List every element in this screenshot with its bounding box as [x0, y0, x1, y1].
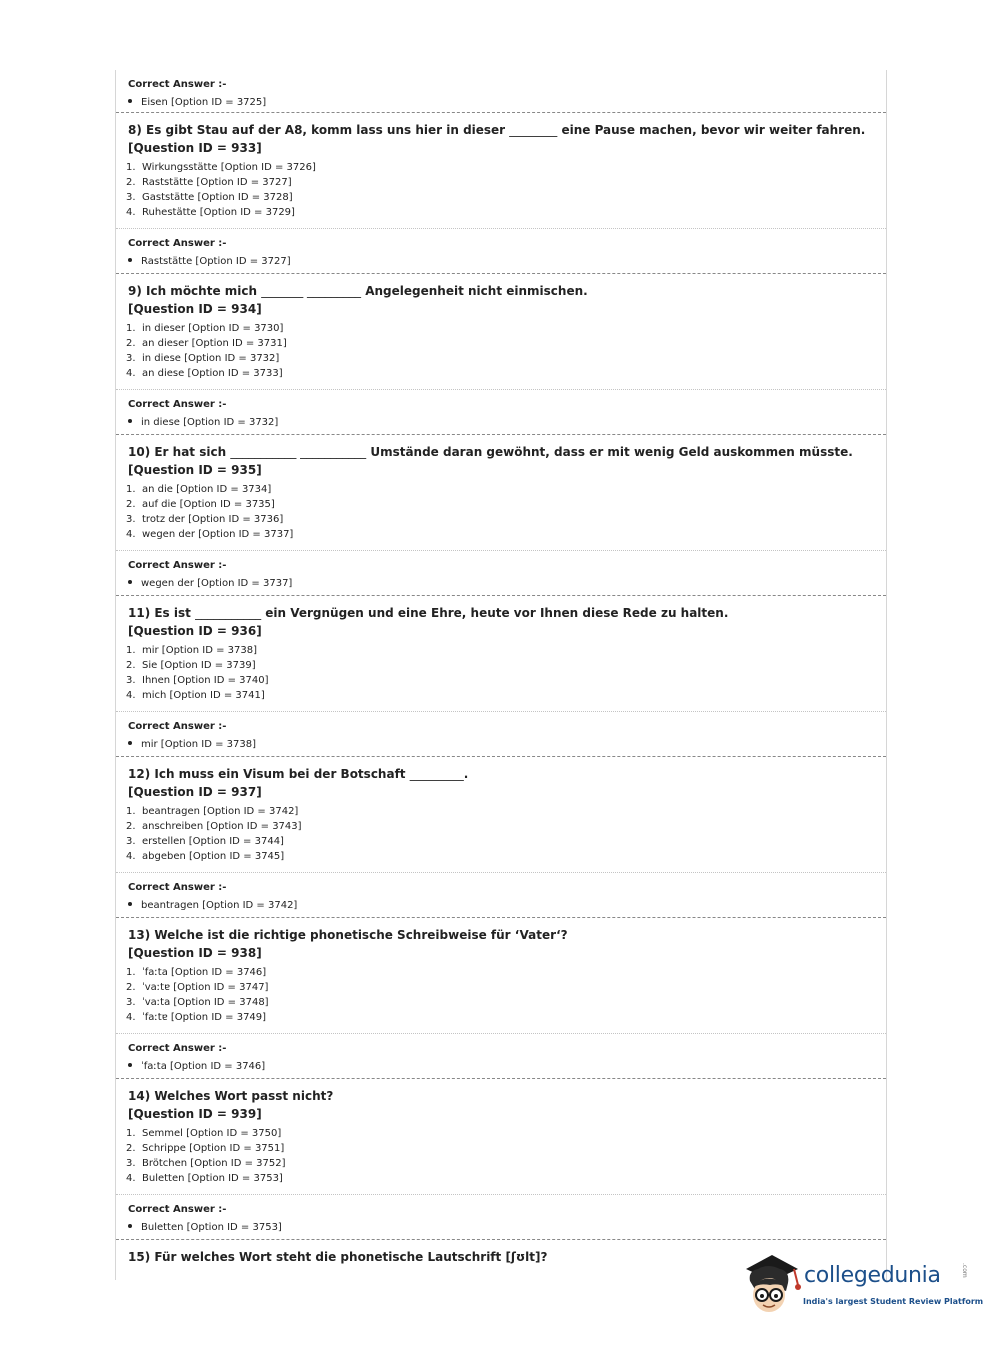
- option-number: 3.: [126, 675, 136, 686]
- option-text: Semmel [Option ID = 3750]: [142, 1128, 282, 1139]
- option-item: [126, 980, 269, 995]
- option-number: 1.: [126, 645, 136, 656]
- answer-block: [116, 229, 886, 274]
- question-text: [128, 928, 568, 942]
- option-text: Wirkungsstätte [Option ID = 3726]: [142, 162, 316, 173]
- option-number: 3.: [126, 353, 136, 364]
- bullet-icon: [128, 258, 132, 262]
- logo-tagline: India's largest Student Review Platform: [803, 1297, 984, 1306]
- correct-answer-item: [128, 1222, 282, 1233]
- option-item: [126, 1171, 286, 1186]
- option-text: an dieser [Option ID = 3731]: [142, 338, 287, 349]
- option-text: Buletten [Option ID = 3753]: [142, 1173, 283, 1184]
- option-text: ˈfaːtɐ [Option ID = 3749]: [142, 1012, 267, 1023]
- option-text: Ruhestätte [Option ID = 3729]: [142, 207, 295, 218]
- option-item: [126, 351, 287, 366]
- answer-block: [116, 873, 886, 918]
- option-item: [126, 527, 293, 542]
- option-item: [126, 849, 302, 864]
- question-text: [128, 123, 865, 137]
- answer-block: [116, 1034, 886, 1079]
- option-text: ˈvaːta [Option ID = 3748]: [142, 997, 269, 1008]
- option-number: 4.: [126, 207, 136, 218]
- option-number: 4.: [126, 1012, 136, 1023]
- answer-block: [116, 551, 886, 596]
- bullet-icon: [128, 419, 132, 423]
- option-item: [126, 819, 302, 834]
- correct-answer-text: in diese [Option ID = 3732]: [141, 417, 279, 428]
- option-number: 2.: [126, 660, 136, 671]
- option-number: 1.: [126, 484, 136, 495]
- option-item: [126, 658, 268, 673]
- option-item: [126, 497, 293, 512]
- option-item: [126, 160, 316, 175]
- question-text-end: Angelegenheit nicht einmischen.: [361, 284, 588, 298]
- option-number: 4.: [126, 851, 136, 862]
- correct-answer-item: [128, 97, 266, 108]
- option-number: 2.: [126, 1143, 136, 1154]
- option-item: [126, 834, 302, 849]
- question-block: [116, 757, 886, 873]
- option-list: [126, 1126, 286, 1186]
- question-id: [Question ID = 936]: [128, 624, 262, 638]
- correct-answer-item: [128, 1061, 265, 1072]
- option-text: in diese [Option ID = 3732]: [142, 353, 280, 364]
- question-text: [128, 606, 728, 620]
- option-list: [126, 321, 287, 381]
- bullet-icon: [128, 1224, 132, 1228]
- question-text-start: 9) Ich möchte mich: [128, 284, 262, 298]
- option-number: 2.: [126, 177, 136, 188]
- question-id: [Question ID = 939]: [128, 1107, 262, 1121]
- question-text-start: 10) Er hat sich: [128, 445, 231, 459]
- correct-answer-label: Correct Answer :-: [128, 79, 227, 90]
- logo-wordmark: collegedunia: [804, 1263, 941, 1288]
- option-text: Raststätte [Option ID = 3727]: [142, 177, 292, 188]
- question-id: [Question ID = 933]: [128, 141, 262, 155]
- option-number: 1.: [126, 323, 136, 334]
- mascot-icon: [742, 1251, 804, 1317]
- option-text: ˈfaːta [Option ID = 3746]: [142, 967, 267, 978]
- question-blank: ________: [509, 123, 558, 137]
- question-block: [116, 596, 886, 712]
- logo-suffix: .com: [961, 1263, 968, 1278]
- document-page: [115, 70, 887, 1280]
- option-item: [126, 1126, 286, 1141]
- correct-answer-label: Correct Answer :-: [128, 399, 227, 410]
- option-text: wegen der [Option ID = 3737]: [142, 529, 294, 540]
- correct-answer-label: Correct Answer :-: [128, 238, 227, 249]
- correct-answer-item: [128, 256, 291, 267]
- correct-answer-text: mir [Option ID = 3738]: [141, 739, 256, 750]
- answer-block: [116, 712, 886, 757]
- correct-answer-label: Correct Answer :-: [128, 1204, 227, 1215]
- option-list: [126, 643, 268, 703]
- question-blank: _______ _________: [261, 284, 362, 298]
- question-text-end: eine Pause machen, bevor wir weiter fahren.: [557, 123, 866, 137]
- option-number: 3.: [126, 192, 136, 203]
- option-item: [126, 190, 316, 205]
- question-id: [Question ID = 935]: [128, 463, 262, 477]
- option-text: Ihnen [Option ID = 3740]: [142, 675, 269, 686]
- option-item: [126, 965, 269, 980]
- option-item: [126, 512, 293, 527]
- option-list: [126, 965, 269, 1025]
- option-list: [126, 804, 302, 864]
- option-item: [126, 482, 293, 497]
- option-item: [126, 804, 302, 819]
- option-text: mich [Option ID = 3741]: [142, 690, 265, 701]
- correct-answer-text: Buletten [Option ID = 3753]: [141, 1222, 282, 1233]
- answer-block: [116, 390, 886, 435]
- option-number: 3.: [126, 836, 136, 847]
- option-text: an diese [Option ID = 3733]: [142, 368, 283, 379]
- correct-answer-text: wegen der [Option ID = 3737]: [141, 578, 293, 589]
- answer-block: [116, 1195, 886, 1240]
- collegedunia-logo: [742, 1251, 984, 1321]
- option-text: Schrippe [Option ID = 3751]: [142, 1143, 285, 1154]
- question-text: [128, 1089, 333, 1103]
- option-number: 3.: [126, 997, 136, 1008]
- option-number: 2.: [126, 499, 136, 510]
- option-number: 4.: [126, 1173, 136, 1184]
- option-text: trotz der [Option ID = 3736]: [142, 514, 284, 525]
- option-number: 2.: [126, 982, 136, 993]
- option-item: [126, 995, 269, 1010]
- question-text-start: 8) Es gibt Stau auf der A8, komm lass uns hier in dieser: [128, 123, 510, 137]
- option-text: Sie [Option ID = 3739]: [142, 660, 256, 671]
- option-number: 4.: [126, 529, 136, 540]
- question-block: [116, 1079, 886, 1195]
- option-item: [126, 688, 268, 703]
- option-item: [126, 643, 268, 658]
- option-number: 3.: [126, 514, 136, 525]
- correct-answer-label: Correct Answer :-: [128, 882, 227, 893]
- question-block: [116, 918, 886, 1034]
- correct-answer-item: [128, 900, 297, 911]
- option-text: abgeben [Option ID = 3745]: [142, 851, 285, 862]
- correct-answer-label: Correct Answer :-: [128, 560, 227, 571]
- question-text-start: 11) Es ist: [128, 606, 196, 620]
- question-text-start: 13) Welche ist die richtige phonetische Schreibweise für ‘Vater‘?: [128, 928, 568, 942]
- option-text: auf die [Option ID = 3735]: [142, 499, 275, 510]
- question-id: [Question ID = 934]: [128, 302, 262, 316]
- option-number: 1.: [126, 967, 136, 978]
- correct-answer-label: Correct Answer :-: [128, 721, 227, 732]
- option-number: 4.: [126, 690, 136, 701]
- option-number: 1.: [126, 806, 136, 817]
- correct-answer-text: ˈfaːta [Option ID = 3746]: [141, 1061, 266, 1072]
- option-item: [126, 1156, 286, 1171]
- option-item: [126, 175, 316, 190]
- correct-answer-label: Correct Answer :-: [128, 1043, 227, 1054]
- option-number: 1.: [126, 1128, 136, 1139]
- question-block: [116, 113, 886, 229]
- question-block: [116, 435, 886, 551]
- question-blank: _________: [409, 767, 464, 781]
- option-item: [126, 205, 316, 220]
- option-text: mir [Option ID = 3738]: [142, 645, 257, 656]
- correct-answer-text: beantragen [Option ID = 3742]: [141, 900, 298, 911]
- option-item: [126, 336, 287, 351]
- bullet-icon: [128, 580, 132, 584]
- option-list: [126, 482, 293, 542]
- option-text: ˈvaːtɐ [Option ID = 3747]: [142, 982, 269, 993]
- question-text-end: .: [463, 767, 469, 781]
- question-text: [128, 284, 588, 298]
- bullet-icon: [128, 741, 132, 745]
- bullet-icon: [128, 99, 132, 103]
- question-list: [116, 113, 886, 1240]
- question-text-end: ein Vergnügen und eine Ehre, heute vor Ihnen diese Rede zu halten.: [261, 606, 729, 620]
- option-number: 1.: [126, 162, 136, 173]
- correct-answer-text: Raststätte [Option ID = 3727]: [141, 256, 291, 267]
- option-text: beantragen [Option ID = 3742]: [142, 806, 299, 817]
- answer-block: [116, 70, 886, 113]
- option-number: 2.: [126, 338, 136, 349]
- question-text: 15) Für welches Wort steht die phonetische Lautschrift [ʃʊlt]?: [128, 1250, 548, 1264]
- question-blank: ___________ ___________: [230, 445, 367, 459]
- bullet-icon: [128, 902, 132, 906]
- option-item: [126, 366, 287, 381]
- question-text-end: Umstände daran gewöhnt, dass er mit wenig Geld auskommen müsste.: [366, 445, 853, 459]
- option-text: Gaststätte [Option ID = 3728]: [142, 192, 293, 203]
- option-item: [126, 673, 268, 688]
- option-item: [126, 321, 287, 336]
- option-text: anschreiben [Option ID = 3743]: [142, 821, 302, 832]
- correct-answer-item: [128, 578, 292, 589]
- option-text: erstellen [Option ID = 3744]: [142, 836, 284, 847]
- correct-answer-item: [128, 417, 278, 428]
- question-text: [128, 767, 468, 781]
- question-id: [Question ID = 937]: [128, 785, 262, 799]
- option-number: 4.: [126, 368, 136, 379]
- question-text: [128, 445, 853, 459]
- option-number: 2.: [126, 821, 136, 832]
- question-text-start: 14) Welches Wort passt nicht?: [128, 1089, 334, 1103]
- option-text: in dieser [Option ID = 3730]: [142, 323, 284, 334]
- question-block: [116, 274, 886, 390]
- option-text: Brötchen [Option ID = 3752]: [142, 1158, 286, 1169]
- option-text: an die [Option ID = 3734]: [142, 484, 272, 495]
- option-list: [126, 160, 316, 220]
- question-blank: ___________: [195, 606, 262, 620]
- correct-answer-text: Eisen [Option ID = 3725]: [141, 97, 267, 108]
- correct-answer-item: [128, 739, 256, 750]
- question-id: [Question ID = 938]: [128, 946, 262, 960]
- option-item: [126, 1010, 269, 1025]
- bullet-icon: [128, 1063, 132, 1067]
- question-text-start: 12) Ich muss ein Visum bei der Botschaft: [128, 767, 410, 781]
- option-item: [126, 1141, 286, 1156]
- option-number: 3.: [126, 1158, 136, 1169]
